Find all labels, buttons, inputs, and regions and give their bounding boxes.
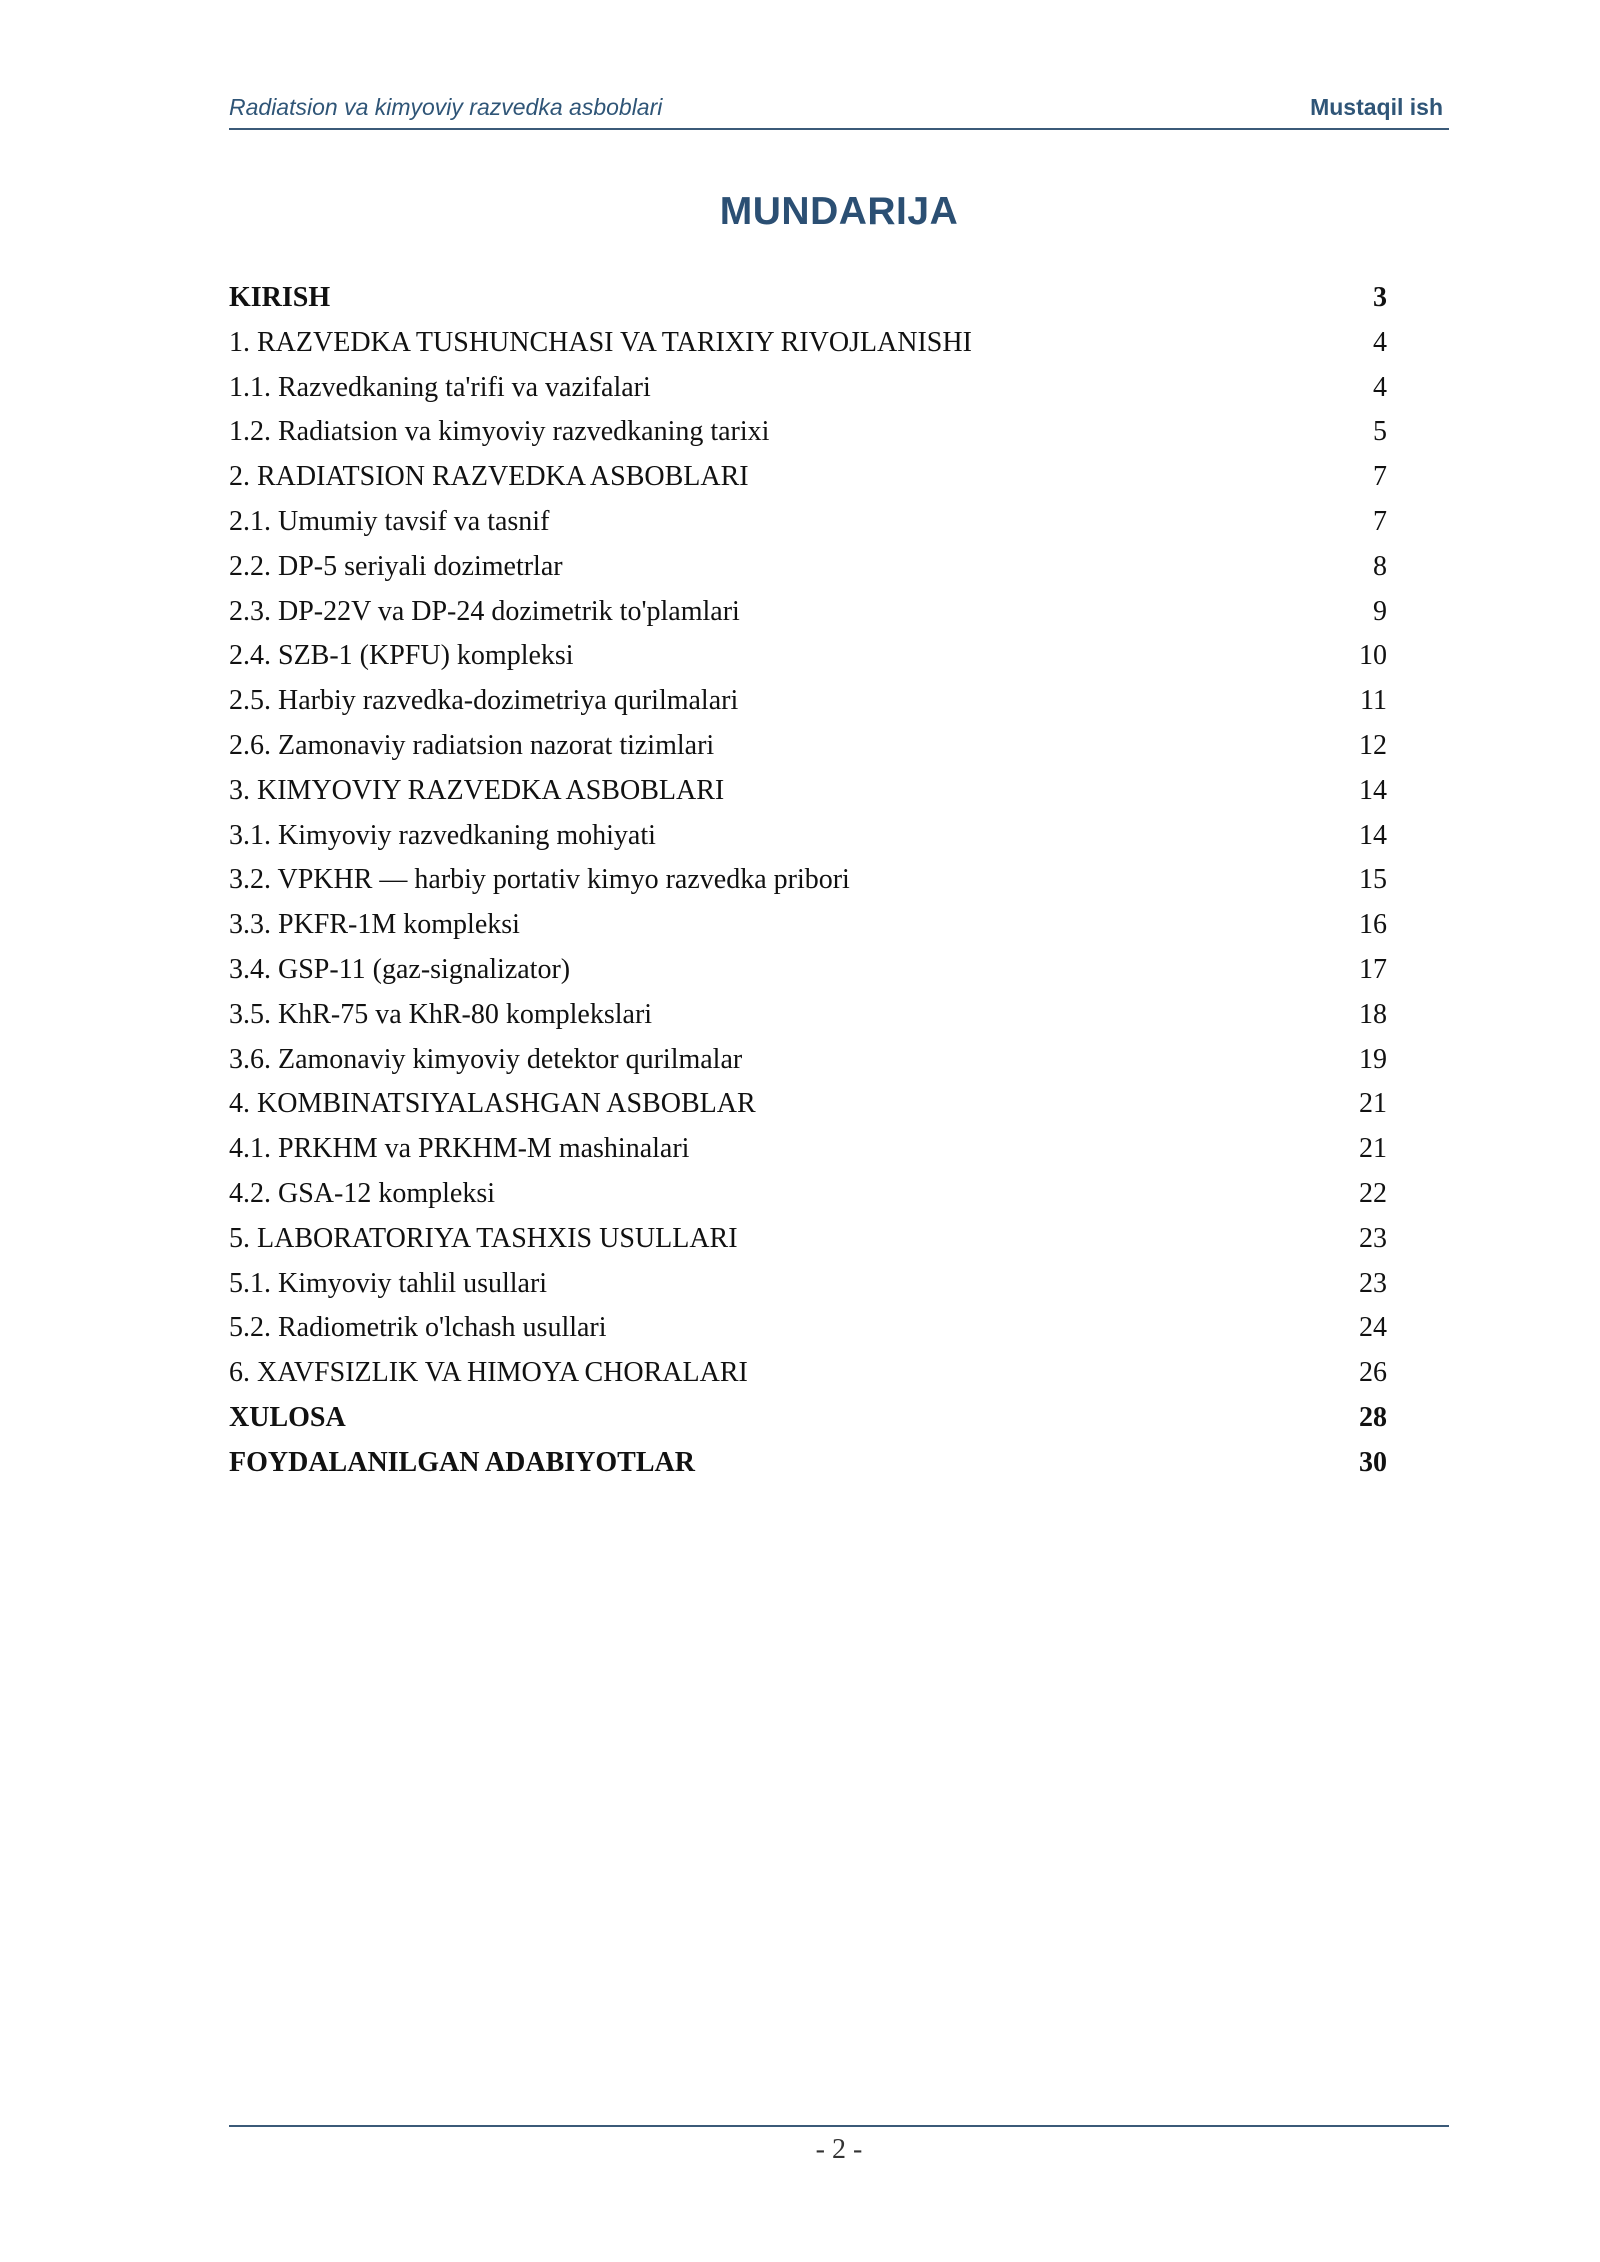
toc-entry[interactable] bbox=[229, 905, 1387, 950]
header-document-title: Radiatsion va kimyoviy razvedka asboblari bbox=[229, 94, 663, 120]
toc-entry-page-number: 19 bbox=[1359, 1043, 1387, 1075]
toc-entry-page-number: 26 bbox=[1359, 1357, 1387, 1389]
toc-entry-page-number: 9 bbox=[1373, 595, 1387, 627]
toc-entry-page-number: 21 bbox=[1359, 1133, 1387, 1165]
toc-entry-page-number: 4 bbox=[1373, 371, 1387, 403]
toc-entry-label: 3.6. Zamonaviy kimyoviy detektor qurilmalar bbox=[229, 1043, 743, 1075]
toc-entry-label: 4.2. GSA-12 kompleksi bbox=[229, 1177, 495, 1209]
toc-entry-page-number: 22 bbox=[1359, 1177, 1387, 1209]
toc-entry-page-number: 24 bbox=[1359, 1312, 1387, 1344]
toc-entry-label: 3.3. PKFR-1M kompleksi bbox=[229, 909, 520, 941]
toc-entry-label: 5.1. Kimyoviy tahlil usullari bbox=[229, 1267, 548, 1299]
toc-entry-page-number: 7 bbox=[1373, 461, 1387, 493]
toc-entry-page-number: 17 bbox=[1359, 953, 1387, 985]
toc-entry-label: 3.5. KhR-75 va KhR-80 komplekslari bbox=[229, 998, 653, 1030]
toc-entry-page-number: 10 bbox=[1359, 640, 1387, 672]
toc-entry[interactable] bbox=[229, 368, 1387, 413]
toc-entry[interactable] bbox=[229, 278, 1387, 323]
toc-entry[interactable] bbox=[229, 1353, 1387, 1398]
toc-entry-page-number: 8 bbox=[1373, 550, 1387, 582]
toc-entry[interactable] bbox=[229, 1129, 1387, 1174]
toc-entry[interactable] bbox=[229, 457, 1387, 502]
toc-entry-page-number: 7 bbox=[1373, 505, 1387, 537]
toc-entry-label: 5. LABORATORIYA TASHXIS USULLARI bbox=[229, 1222, 738, 1254]
toc-entry-label: 2.5. Harbiy razvedka-dozimetriya qurilmalari bbox=[229, 685, 739, 717]
toc-entry-label: 2.6. Zamonaviy radiatsion nazorat tizimlari bbox=[229, 729, 715, 761]
toc-entry[interactable] bbox=[229, 681, 1387, 726]
toc-entry[interactable] bbox=[229, 1308, 1387, 1353]
toc-entry-label: 2.2. DP-5 seriyali dozimetrlar bbox=[229, 550, 563, 582]
toc-entry[interactable] bbox=[229, 816, 1387, 861]
toc-entry[interactable] bbox=[229, 860, 1387, 905]
toc-entry-page-number: 16 bbox=[1359, 909, 1387, 941]
toc-entry-page-number: 5 bbox=[1373, 416, 1387, 448]
toc-entry-page-number: 30 bbox=[1359, 1446, 1387, 1478]
toc-entry-label: XULOSA bbox=[229, 1401, 346, 1433]
toc-entry-label: 2.4. SZB-1 (KPFU) kompleksi bbox=[229, 640, 574, 672]
toc-entry[interactable] bbox=[229, 1084, 1387, 1129]
toc-entry-page-number: 21 bbox=[1359, 1088, 1387, 1120]
toc-entry-page-number: 11 bbox=[1360, 685, 1387, 717]
toc-entry[interactable] bbox=[229, 771, 1387, 816]
toc-entry-label: 6. XAVFSIZLIK VA HIMOYA CHORALARI bbox=[229, 1357, 748, 1389]
toc-entry-page-number: 23 bbox=[1359, 1222, 1387, 1254]
toc-entry[interactable] bbox=[229, 502, 1387, 547]
toc-entry-label: 1.1. Razvedkaning ta'rifi va vazifalari bbox=[229, 371, 651, 403]
toc-entry-label: KIRISH bbox=[229, 282, 331, 313]
toc-entry-page-number: 12 bbox=[1359, 729, 1387, 761]
toc-entry-page-number: 28 bbox=[1359, 1401, 1387, 1433]
toc-entry-page-number: 3 bbox=[1373, 282, 1387, 313]
toc-entry-label: 2.3. DP-22V va DP-24 dozimetrik to'plamlari bbox=[229, 595, 740, 627]
toc-entry-page-number: 15 bbox=[1359, 864, 1387, 896]
toc-entry-label: 1.2. Radiatsion va kimyoviy razvedkaning tarixi bbox=[229, 416, 770, 448]
toc-entry[interactable] bbox=[229, 726, 1387, 771]
toc-entry-label: 4.1. PRKHM va PRKHM-M mashinalari bbox=[229, 1133, 690, 1165]
toc-entry[interactable] bbox=[229, 1219, 1387, 1264]
toc-entry[interactable] bbox=[229, 995, 1387, 1040]
toc-entry-page-number: 18 bbox=[1359, 998, 1387, 1030]
toc-entry-label: 3.2. VPKHR — harbiy portativ kimyo razvedka pribori bbox=[229, 864, 850, 896]
toc-entry[interactable] bbox=[229, 1443, 1387, 1488]
toc-entry-page-number: 23 bbox=[1359, 1267, 1387, 1299]
header-document-type: Mustaqil ish bbox=[1310, 94, 1443, 120]
toc-entry[interactable] bbox=[229, 1398, 1387, 1443]
toc-entry[interactable] bbox=[229, 323, 1387, 368]
toc-entry-label: 5.2. Radiometrik o'lchash usullari bbox=[229, 1312, 607, 1344]
toc-entry[interactable] bbox=[229, 412, 1387, 457]
toc-entry-label: 2.1. Umumiy tavsif va tasnif bbox=[229, 505, 550, 537]
toc-entry-label: 3.4. GSP-11 (gaz-signalizator) bbox=[229, 953, 571, 985]
toc-entry[interactable] bbox=[229, 950, 1387, 995]
toc-entry[interactable] bbox=[229, 636, 1387, 681]
toc-entry-label: FOYDALANILGAN ADABIYOTLAR bbox=[229, 1446, 695, 1478]
page-title: MUNDARIJA bbox=[719, 190, 959, 233]
toc-entry[interactable] bbox=[229, 592, 1387, 637]
footer-divider bbox=[229, 2125, 1449, 2127]
toc-entry-label: 1. RAZVEDKA TUSHUNCHASI VA TARIXIY RIVOJLANISHI bbox=[229, 326, 972, 358]
toc-entry-page-number: 4 bbox=[1373, 326, 1387, 358]
toc-entry-label: 4. KOMBINATSIYALASHGAN ASBOBLAR bbox=[229, 1088, 756, 1120]
toc-entry-page-number: 14 bbox=[1359, 774, 1387, 806]
table-of-contents bbox=[229, 278, 1387, 1488]
toc-entry-page-number: 14 bbox=[1359, 819, 1387, 851]
toc-entry[interactable] bbox=[229, 1264, 1387, 1309]
toc-entry-label: 3. KIMYOVIY RAZVEDKA ASBOBLARI bbox=[229, 774, 725, 806]
toc-entry-label: 3.1. Kimyoviy razvedkaning mohiyati bbox=[229, 819, 656, 851]
toc-entry[interactable] bbox=[229, 547, 1387, 592]
page-header bbox=[229, 92, 1449, 130]
toc-entry[interactable] bbox=[229, 1174, 1387, 1219]
toc-entry-label: 2. RADIATSION RAZVEDKA ASBOBLARI bbox=[229, 461, 749, 493]
toc-entry[interactable] bbox=[229, 1040, 1387, 1085]
footer-page-number: - 2 - bbox=[815, 2134, 863, 2165]
